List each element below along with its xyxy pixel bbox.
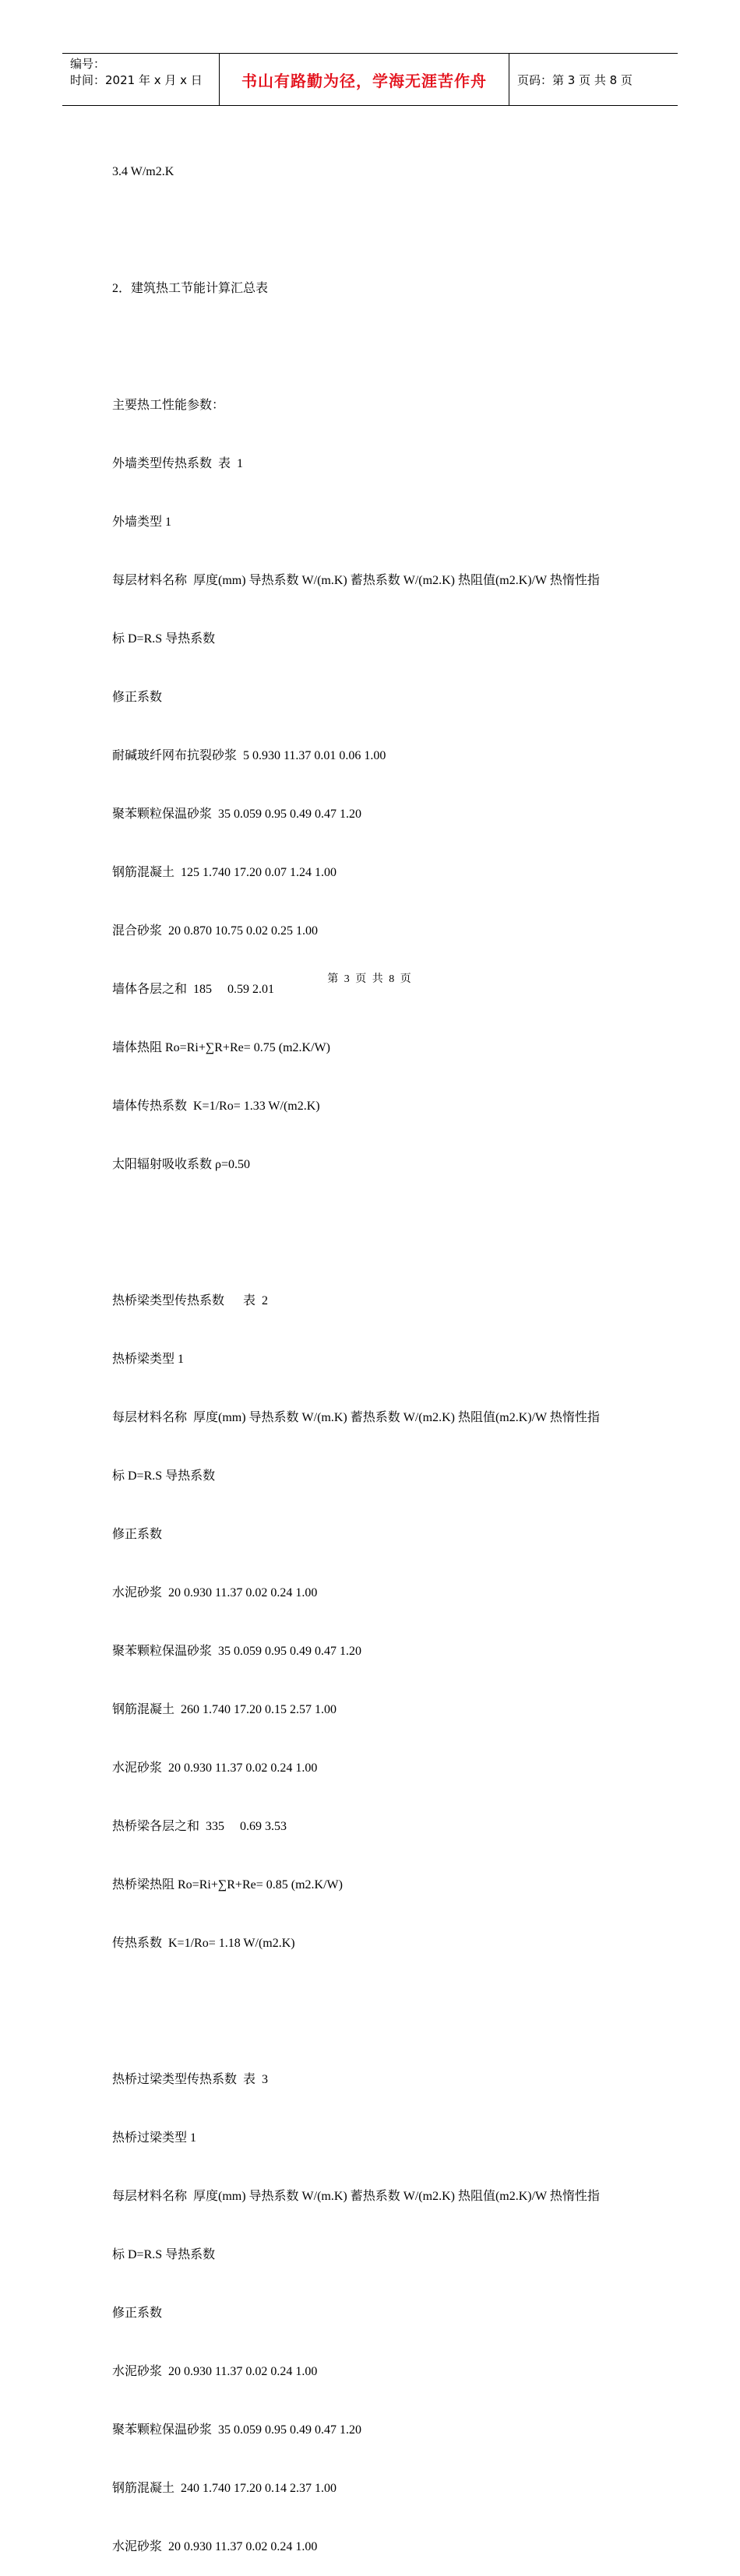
data-row: 钢筋混凝土 240 1.740 17.20 0.14 2.37 1.00: [112, 2482, 337, 2495]
body-line: 修正系数: [112, 2307, 163, 2320]
page-header: [62, 53, 678, 106]
body-line: 修正系数: [112, 691, 163, 704]
body-line: 主要热工性能参数：: [112, 399, 225, 412]
body-line: 墙体传热系数 K=1/Ro= 1.33 W/(m2.K): [112, 1100, 320, 1113]
document-date: 时间：2021 年 x 月 x 日: [70, 73, 203, 87]
body-line: 传热系数 K=1/Ro= 1.18 W/(m2.K): [112, 1937, 295, 1950]
body-line: 修正系数: [112, 1528, 163, 1541]
document-number-label: 编号：: [70, 57, 106, 71]
data-row: 水泥砂浆 20 0.930 11.37 0.02 0.24 1.00: [112, 1761, 318, 1775]
body-line: 热桥梁热阻 Ro=Ri+∑R+Re= 0.85 (m2.K/W): [112, 1878, 343, 1892]
data-row: 聚苯颗粒保温砂浆 35 0.059 0.95 0.49 0.47 1.20: [112, 808, 362, 821]
data-row: 墙体各层之和 185 0.59 2.01: [112, 983, 275, 996]
body-line: 每层材料名称 厚度(mm) 导热系数 W/(m.K) 蓄热系数 W/(m2.K) 热阻值(m2.K)/W 热惰性指: [112, 574, 600, 587]
body-line: 标 D=R.S 导热系数: [112, 632, 216, 646]
body-line: 每层材料名称 厚度(mm) 导热系数 W/(m.K) 蓄热系数 W/(m2.K) 热阻值(m2.K)/W 热惰性指: [112, 1411, 600, 1424]
blank-line: [112, 220, 642, 240]
data-row: 耐碱玻纤网布抗裂砂浆 5 0.930 11.37 0.01 0.06 1.00: [112, 749, 386, 762]
body-line: 标 D=R.S 导热系数: [112, 1469, 216, 1483]
data-row: 钢筋混凝土 125 1.740 17.20 0.07 1.24 1.00: [112, 866, 337, 879]
header-motto: 书山有路勤为径，学海无涯苦作舟: [219, 54, 509, 105]
blank-line: [112, 337, 642, 357]
body-line: 墙体热阻 Ro=Ri+∑R+Re= 0.75 (m2.K/W): [112, 1041, 330, 1054]
body-line: 3.4 W/m2.K: [112, 165, 174, 178]
data-row: 水泥砂浆 20 0.930 11.37 0.02 0.24 1.00: [112, 2365, 318, 2378]
section-heading: 2．建筑热工节能计算汇总表: [112, 282, 269, 295]
body-line: 外墙类型 1: [112, 516, 172, 529]
data-row: 水泥砂浆 20 0.930 11.37 0.02 0.24 1.00: [112, 1586, 318, 1599]
body-line: 标 D=R.S 导热系数: [112, 2248, 216, 2261]
data-row: 混合砂浆 20 0.870 10.75 0.02 0.25 1.00: [112, 924, 319, 938]
body-line: 太阳辐射吸收系数 ρ=0.50: [112, 1158, 251, 1171]
header-meta: [62, 54, 219, 105]
blank-line: [112, 1992, 642, 2031]
header-page-info: 页码：第 3 页 共 8 页: [517, 72, 633, 87]
table-caption: 外墙类型传热系数 表 1: [112, 457, 244, 470]
data-row: 钢筋混凝土 260 1.740 17.20 0.15 2.57 1.00: [112, 1703, 337, 1716]
blank-line: [112, 1213, 642, 1252]
data-row: 聚苯颗粒保温砂浆 35 0.059 0.95 0.49 0.47 1.20: [112, 1645, 362, 1658]
table-caption: 热桥过梁类型传热系数 表 3: [112, 2073, 269, 2086]
table-caption: 热桥梁类型传热系数 表 2: [112, 1294, 269, 1307]
document-body: [112, 123, 642, 2576]
body-line: 热桥过梁类型 1: [112, 2131, 197, 2145]
data-row: 热桥梁各层之和 335 0.69 3.53: [112, 1820, 287, 1833]
page-footer: 第 3 页 共 8 页: [327, 973, 413, 985]
body-line: 每层材料名称 厚度(mm) 导热系数 W/(m.K) 蓄热系数 W/(m2.K) 热阻值(m2.K)/W 热惰性指: [112, 2190, 600, 2203]
body-line: 热桥梁类型 1: [112, 1353, 185, 1366]
data-row: 水泥砂浆 20 0.930 11.37 0.02 0.24 1.00: [112, 2540, 318, 2553]
data-row: 聚苯颗粒保温砂浆 35 0.059 0.95 0.49 0.47 1.20: [112, 2423, 362, 2437]
